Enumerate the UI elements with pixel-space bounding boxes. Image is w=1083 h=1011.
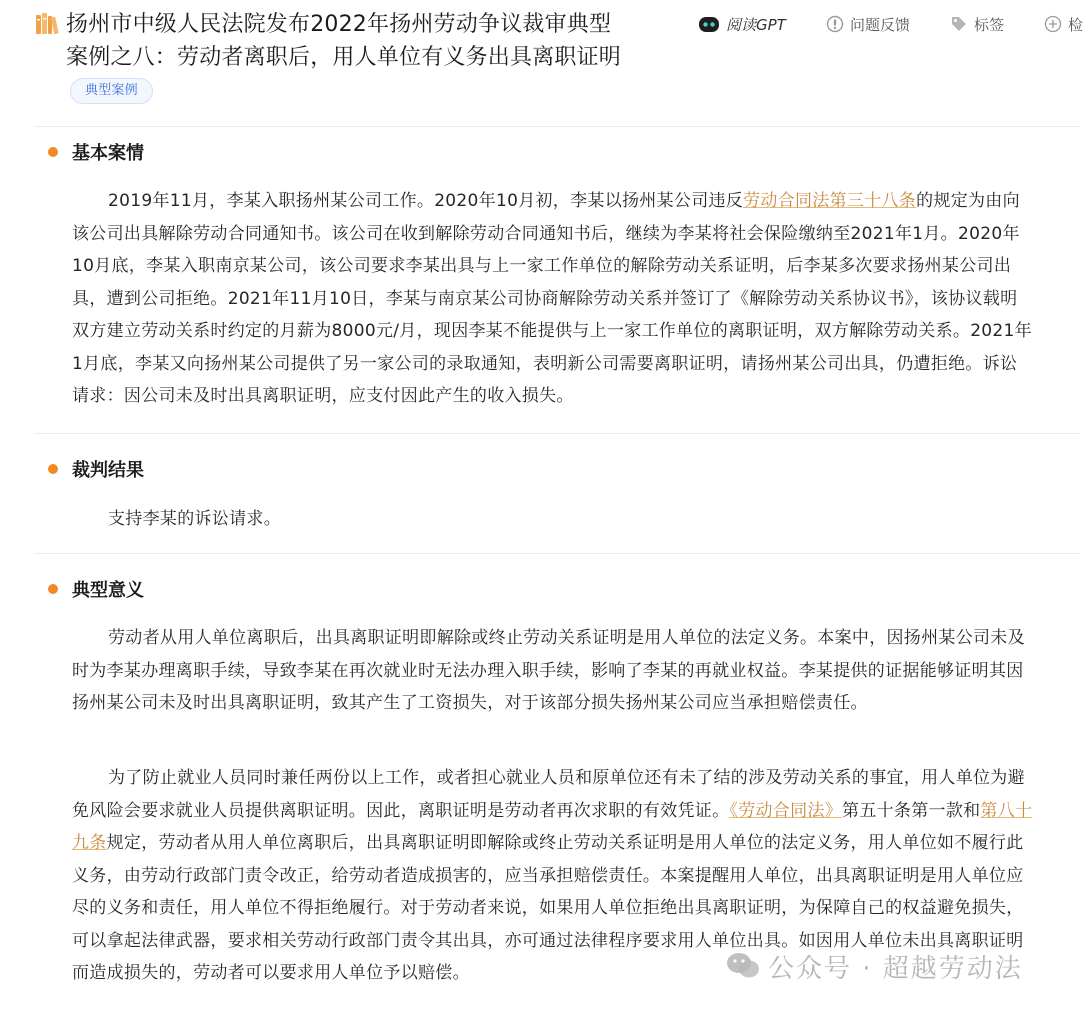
section-heading-significance [48, 576, 144, 602]
tag-icon [950, 15, 968, 33]
more-label: 检 [1068, 15, 1083, 34]
category-badge[interactable]: 典型案例 [70, 78, 153, 104]
law-link-labor-contract-law[interactable]: 《劳动合同法》 [729, 800, 843, 821]
paragraph-text: 劳动者从用人单位离职后，出具离职证明即解除或终止劳动关系证明是用人单位的法定义务。本案中，因扬州某公司未及时为李某办理离职手续，导致李某在再次就业时无法办理入职手续，影响了李某的再就业权益。李某提供的证据能够证明其因扬州某公司未及时出具离职证明，致其产生了工资损失，对于该部分损失扬州某公司应当承担赔偿责任。 [72, 628, 1025, 713]
paragraph-text: 支持李某的诉讼请求。 [108, 509, 281, 529]
page-title-text: 扬州市中级人民法院发布2022年扬州劳动争议裁审典型案例之八：劳动者离职后，用人单位有义务出具离职证明 [66, 12, 622, 70]
paragraph-text: 的规定为由向该公司出具解除劳动合同通知书。该公司在收到解除劳动合同通知书后，继续为李某将社会保险缴纳至2021年1月。2020年10月底，李某入职南京某公司，该公司要求李某出具与上一家工作单位的解除劳动关系证明，后李某多次要求扬州某公司出具，遭到公司拒绝。2021年11月10日，李某与南京某公司协商解除劳动关系并签订了《解除劳动关系协议书》，该协议载明双方建立劳动关系时约定的月薪为8000元/月，现因李某不能提供与上一家工作单位的离职证明，双方解除劳动关系。2021年1月底，李某又向扬州某公司提供了另一家公司的录取通知，表明新公司需要离职证明，请扬州某公司出具，仍遭拒绝。诉讼请求：因公司未及时出具离职证明，应支付因此产生的收入损失。 [72, 191, 1032, 406]
wechat-icon [726, 952, 760, 980]
section-heading-basic-facts [48, 139, 144, 165]
tag-button[interactable] [950, 12, 1004, 36]
paragraph-text: 第五十条第一款和 [842, 800, 981, 821]
feedback-button[interactable] [826, 12, 910, 36]
section-heading-text: 基本案情 [72, 143, 144, 164]
section-heading-text: 裁判结果 [72, 460, 144, 481]
bullet-dot-icon [48, 147, 58, 157]
feedback-label: 问题反馈 [850, 15, 911, 34]
judgment-paragraph [72, 503, 1034, 536]
read-gpt-label: 阅读GPT [726, 15, 786, 34]
law-link-article-38[interactable]: 劳动合同法第三十八条 [743, 191, 917, 211]
bullet-dot-icon [48, 464, 58, 474]
significance-paragraph-1 [72, 622, 1034, 720]
divider [34, 553, 1080, 554]
section-heading-judgment [48, 456, 144, 482]
case-facts-paragraph [72, 185, 1034, 413]
law-link-article-89[interactable]: 第八十九条 [72, 800, 1033, 853]
divider [34, 126, 1080, 127]
robot-icon [698, 14, 720, 34]
tag-label: 标签 [974, 15, 1005, 34]
paragraph-text: 规定，劳动者从用人单位离职后，出具离职证明即解除或终止劳动关系证明是用人单位的法定义务，用人单位如不履行此义务，由劳动行政部门责令改正，给劳动者造成损害的，应当承担赔偿责任。本案提醒用人单位，出具离职证明是用人单位应尽的义务和责任，用人单位不得拒绝履行。对于劳动者来说，如果用人单位拒绝出具离职证明，为保障自己的权益避免损失，可以拿起法律武器，要求相关劳动行政部门责令其出具，亦可通过法律程序要求用人单位出具。如因用人单位未出具离职证明而造成损失的，劳动者可以要求用人单位予以赔偿。 [72, 833, 1024, 983]
watermark [726, 946, 1023, 986]
watermark-text: 公众号 · 超越劳动法 [768, 953, 1023, 984]
paragraph-text: 2019年11月，李某入职扬州某公司工作。2020年10月初，李某以扬州某公司违反 [108, 191, 744, 211]
paragraph-text: 为了防止就业人员同时兼任两份以上工作，或者担心就业人员和原单位还有未了结的涉及劳动关系的事宜，用人单位为避免风险会要求就业人员提供离职证明。因此，离职证明是劳动者再次求职的有效凭证。 [72, 768, 1025, 821]
toolbar [0, 12, 1083, 36]
divider [34, 433, 1080, 434]
search-check-button[interactable] [1044, 12, 1083, 36]
section-heading-text: 典型意义 [72, 580, 144, 601]
plus-circle-icon [1044, 15, 1062, 33]
bullet-dot-icon [48, 584, 58, 594]
feedback-icon [826, 15, 844, 33]
read-gpt-button[interactable] [698, 12, 786, 36]
